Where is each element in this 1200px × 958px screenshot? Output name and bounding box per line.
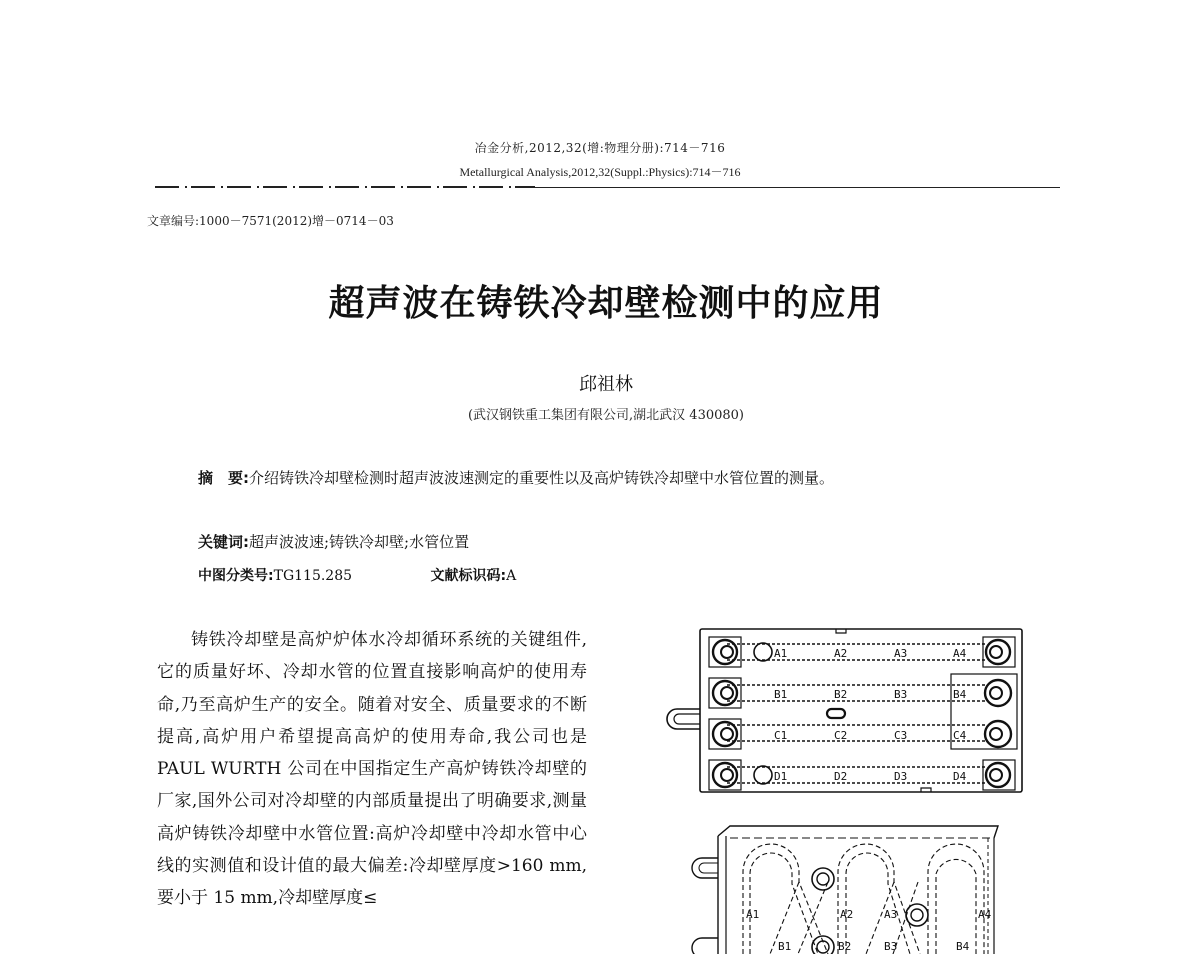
keywords [198, 531, 469, 552]
pipe-label: A2 [834, 647, 848, 660]
pipe-label: B1 [778, 940, 792, 953]
pipe-label: A4 [978, 908, 992, 921]
pipe-label: B3 [884, 940, 898, 953]
author: 邱祖林 [579, 374, 633, 395]
figure-stave-plan [665, 625, 1030, 809]
classification-label: 中图分类号: [198, 568, 274, 584]
pipe-label: A1 [774, 647, 788, 660]
pipe-label: C3 [894, 729, 908, 742]
pipe-label: C1 [774, 729, 788, 742]
pipe-label: B2 [838, 940, 852, 953]
pipe-label: B4 [953, 688, 967, 701]
doc-code-label: 文献标识码: [430, 568, 507, 584]
pipe-label: D1 [774, 770, 788, 783]
classification-value: TG115.285 [273, 568, 353, 584]
pipe-label: B4 [956, 940, 970, 953]
pipe-label: A3 [894, 647, 908, 660]
pipe-label: B3 [894, 688, 908, 701]
body-text-column [157, 624, 587, 915]
pipe-label: B1 [774, 688, 788, 701]
pipe-label: C4 [953, 729, 967, 742]
abstract-label: 摘 要: [198, 469, 249, 487]
paper-title: 超声波在铸铁冷却壁检测中的应用 [328, 283, 884, 324]
pipe-label: A3 [884, 908, 898, 921]
abstract-text: 介绍铸铁冷却壁检测时超声波波速测定的重要性以及高炉铸铁冷却壁中水管位置的测量。 [249, 469, 835, 487]
body-paragraph: 铸铁冷却壁是高炉炉体水冷却循环系统的关键组件,它的质量好坏、冷却水管的位置直接影响高炉的使用寿命,乃至高炉生产的安全。随着对安全、质量要求的不断提高,高炉用户希望提高高炉的使用寿命,我公司也是 PAUL WURTH 公司在中国指定生产高炉铸铁冷却壁的厂家,国外公司对冷却壁的内部质量提出了明确要求,测量高炉铸铁冷却壁中水管位置:高炉冷却壁中冷却水管中心线的实测值和设计值的最大偏差:冷却壁厚度>160 mm,要小于 15 mm,冷却壁厚度≤ [157, 630, 587, 909]
pipe-label: C2 [834, 729, 848, 742]
pipe-label: D2 [834, 770, 848, 783]
header-divider-dashed [155, 186, 535, 188]
pipe-label: B2 [834, 688, 848, 701]
affiliation: (武汉钢铁重工集团有限公司,湖北武汉 430080) [467, 408, 745, 423]
pipe-label: D4 [953, 770, 967, 783]
stave-perspective-diagram [688, 822, 1008, 954]
article-number: 文章编号:1000－7571(2012)增－0714－03 [147, 214, 394, 228]
pipe-label: A4 [953, 647, 967, 660]
stave-plan-diagram [665, 625, 1030, 805]
abstract [198, 462, 1028, 495]
pipe-label: A1 [746, 908, 760, 921]
figure-stave-perspective [688, 822, 1008, 958]
journal-citation-en: Metallurgical Analysis,2012,32(Suppl.:Physics):714－716 [459, 165, 741, 179]
classification [198, 565, 516, 585]
doc-code-value: A [506, 568, 517, 584]
pipe-label: D3 [894, 770, 908, 783]
pipe-label: A2 [840, 908, 854, 921]
journal-citation-cn: 冶金分析,2012,32(增:物理分册):714－716 [474, 141, 726, 155]
keywords-text: 超声波波速;铸铁冷却壁;水管位置 [249, 533, 470, 551]
keywords-label: 关键词: [198, 533, 249, 551]
